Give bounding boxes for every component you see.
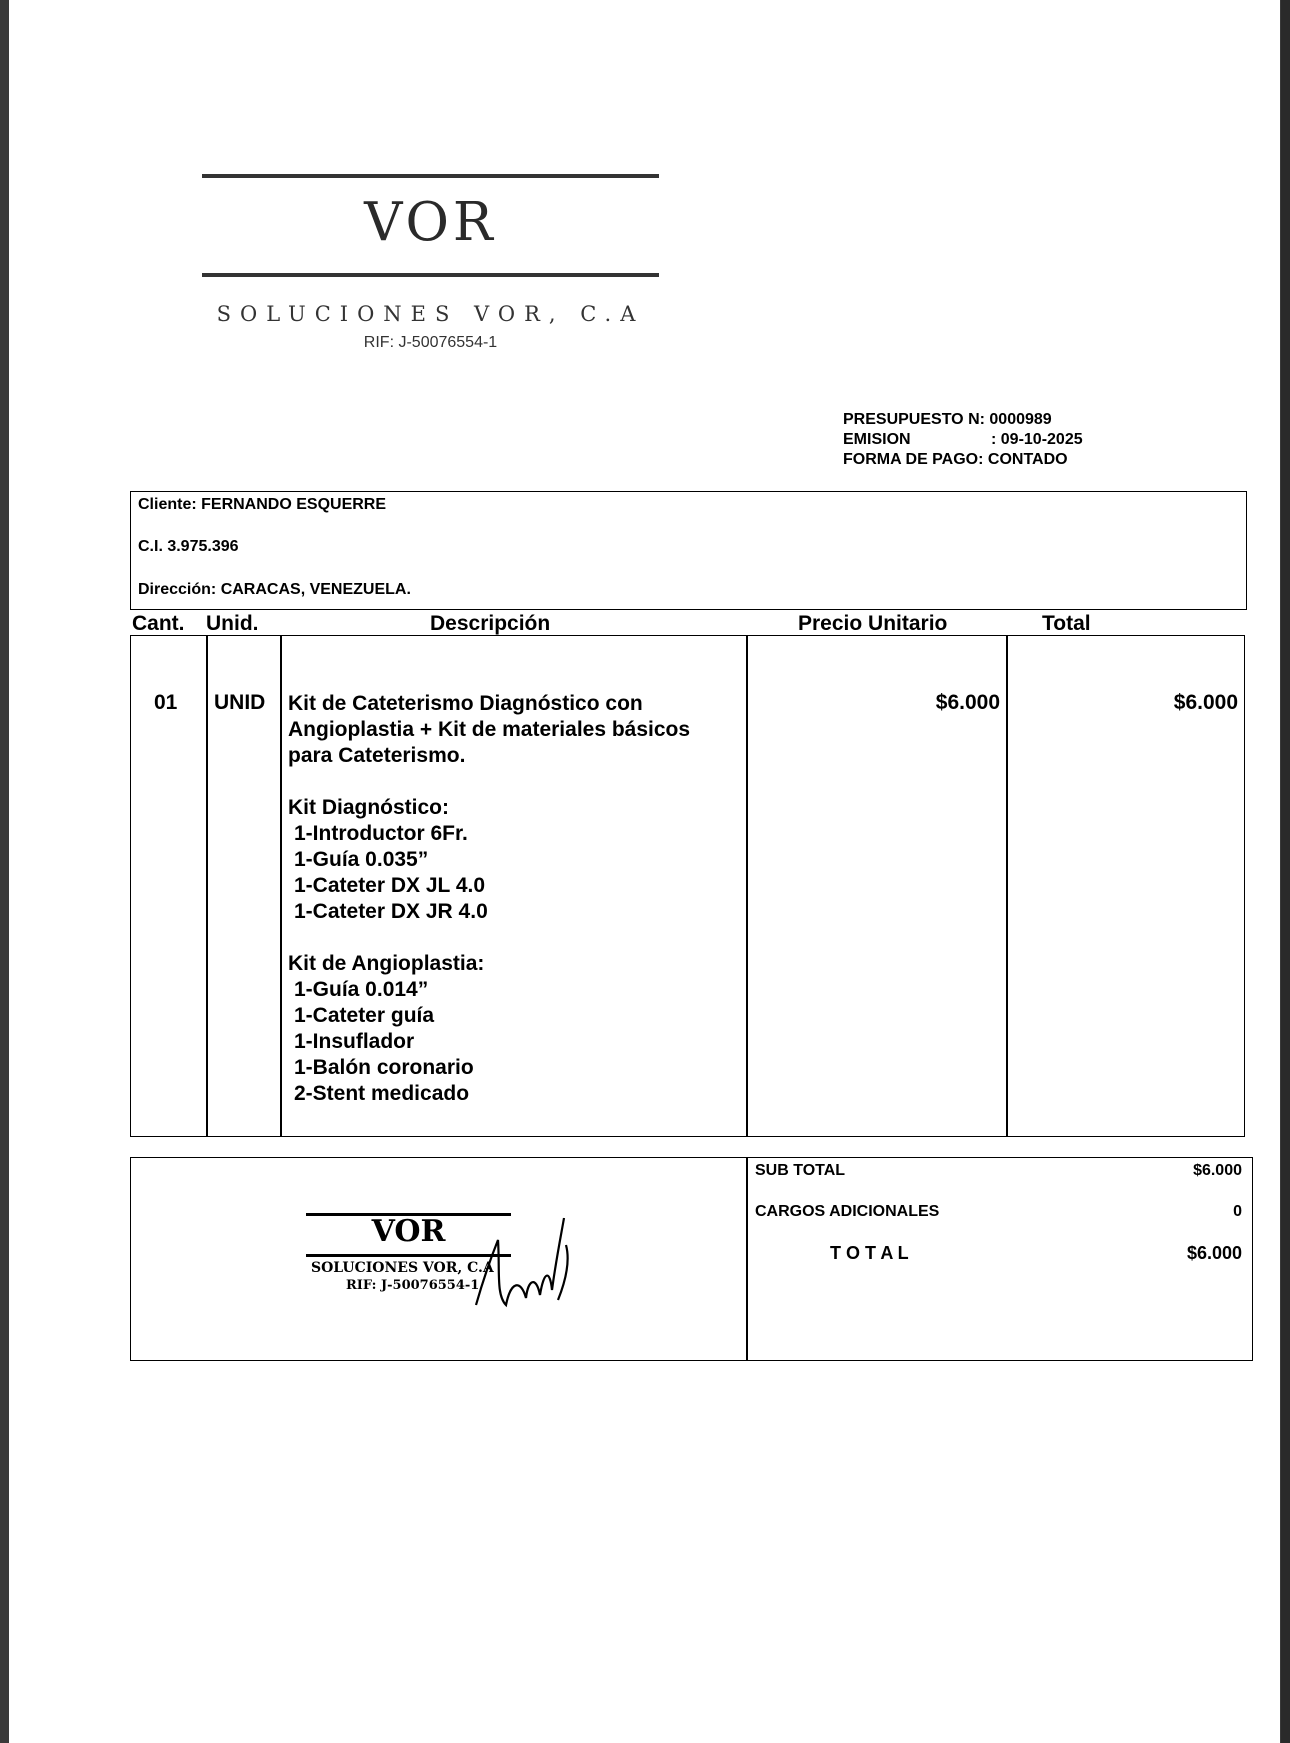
kit-item: 1-Cateter DX JR 4.0 bbox=[294, 900, 488, 923]
meta-emission: EMISION : 09-10-2025 bbox=[843, 431, 1083, 448]
description-title: Kit de Cateterismo Diagnóstico con Angioplastia + Kit de materiales básicos para Cateterismo. bbox=[288, 692, 691, 767]
signature-icon bbox=[466, 1210, 576, 1320]
company-stamp bbox=[306, 1210, 596, 1320]
budget-meta bbox=[843, 410, 1083, 470]
header-cant: Cant. bbox=[132, 612, 185, 635]
items-table bbox=[130, 635, 1245, 1137]
column-divider bbox=[280, 636, 282, 1136]
kit-angioplastia: Kit de Angioplastia: 1-Guía 0.014” 1-Cateter guía 1-Insuflador 1-Balón coronario 2-Stent medicado bbox=[288, 951, 728, 1107]
company-logo: VOR bbox=[364, 192, 497, 253]
company-rif: RIF: J-50076554-1 bbox=[363, 334, 498, 351]
item-total: $6.000 bbox=[1173, 691, 1238, 714]
kit-item: 2-Stent medicado bbox=[294, 1082, 470, 1105]
stamp-name: SOLUCIONES VOR, C.A bbox=[311, 1260, 494, 1276]
kit-item: 1-Cateter guía bbox=[294, 1004, 435, 1027]
logo-bottom-rule bbox=[202, 273, 659, 277]
kit-diagnostico: Kit Diagnóstico: 1-Introductor 6Fr. 1-Guía 0.035” 1-Cateter DX JL 4.0 1-Cateter DX JR 4.0 bbox=[288, 795, 728, 925]
kit-item: 1-Insuflador bbox=[294, 1030, 415, 1053]
kit-item: 1-Guía 0.014” bbox=[294, 978, 429, 1001]
item-description bbox=[288, 691, 728, 1107]
summary-box bbox=[130, 1157, 1253, 1361]
kit-item: 1-Guía 0.035” bbox=[294, 848, 429, 871]
header-precio-unitario: Precio Unitario bbox=[798, 612, 948, 635]
logo-top-rule bbox=[202, 174, 659, 178]
kit-item: 1-Balón coronario bbox=[294, 1056, 474, 1079]
client-box bbox=[130, 491, 1247, 610]
client-ci: C.I. 3.975.396 bbox=[138, 538, 239, 555]
subtotal-value: $6.000 bbox=[1193, 1162, 1242, 1179]
item-precio: $6.000 bbox=[935, 691, 1000, 714]
viewer-edge bbox=[1281, 0, 1290, 1743]
item-unid: UNID bbox=[214, 691, 266, 714]
client-address: Dirección: CARACAS, VENEZUELA. bbox=[138, 581, 411, 598]
cargos-value: 0 bbox=[1233, 1203, 1242, 1220]
meta-payment: FORMA DE PAGO: CONTADO bbox=[843, 451, 1068, 468]
summary-divider bbox=[746, 1158, 748, 1360]
stamp-logo: VOR bbox=[371, 1214, 446, 1249]
invoice-page bbox=[9, 0, 1280, 1743]
kit-item: 1-Introductor 6Fr. bbox=[294, 822, 468, 845]
client-name: Cliente: FERNANDO ESQUERRE bbox=[138, 496, 387, 513]
stamp-rif: RIF: J-50076554-1 bbox=[346, 1278, 480, 1293]
subtotal-label: SUB TOTAL bbox=[755, 1162, 846, 1179]
total-value: $6.000 bbox=[1186, 1243, 1242, 1263]
header-descripcion: Descripción bbox=[430, 612, 551, 635]
column-divider bbox=[206, 636, 208, 1136]
total-label: T O T A L bbox=[830, 1243, 909, 1263]
cargos-label: CARGOS ADICIONALES bbox=[755, 1203, 940, 1220]
header-total: Total bbox=[1042, 612, 1091, 635]
header-unid: Unid. bbox=[206, 612, 259, 635]
kit-item: 1-Cateter DX JL 4.0 bbox=[294, 874, 486, 897]
company-name: SOLUCIONES VOR, C.A bbox=[216, 302, 645, 326]
meta-budget-number: PRESUPUESTO N: 0000989 bbox=[843, 411, 1052, 428]
item-cant: 01 bbox=[154, 691, 178, 714]
